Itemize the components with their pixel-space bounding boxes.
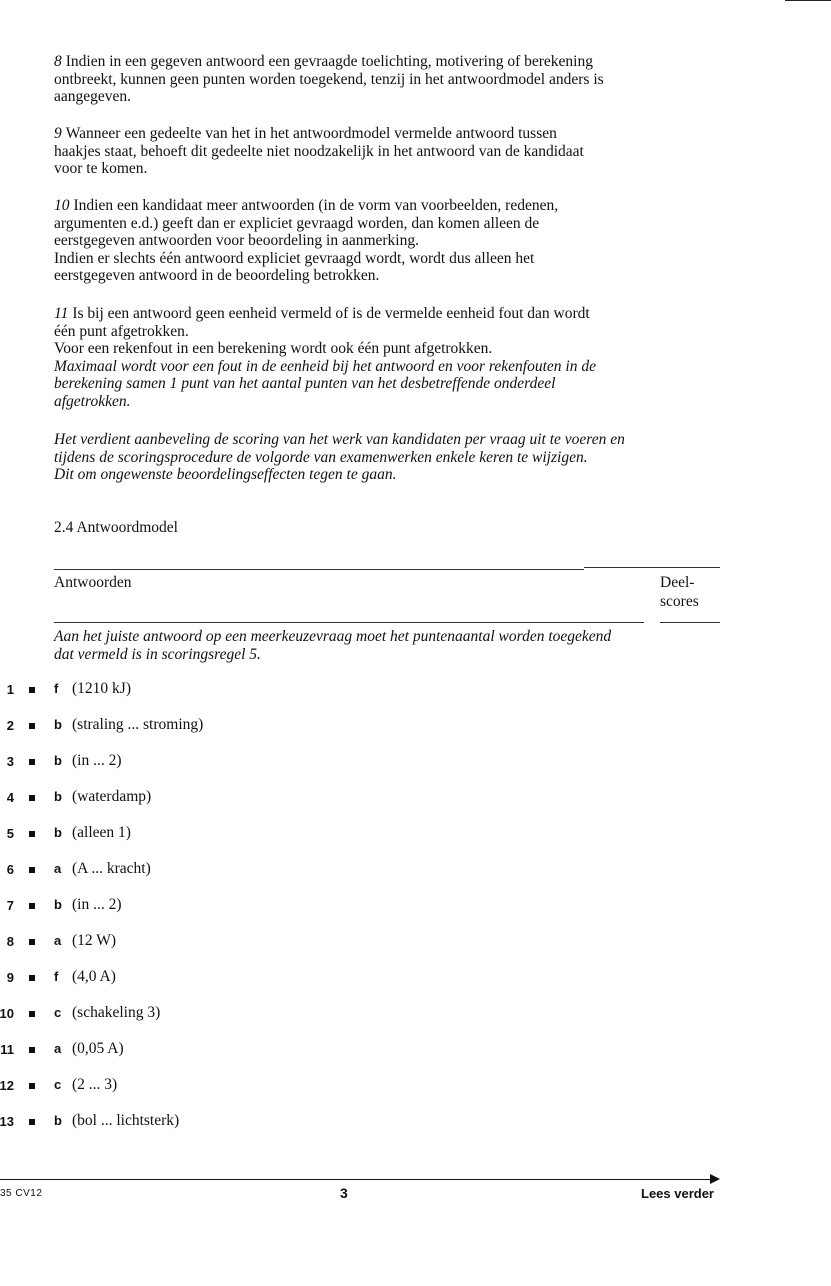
answer-row: [0, 680, 400, 700]
answer-text: (0,05 A): [72, 1040, 124, 1057]
bullet-square-icon: [29, 867, 35, 873]
table-rule-top: [54, 569, 584, 570]
question-number: 7: [6, 898, 14, 913]
question-number: 12: [0, 1078, 14, 1093]
rule-number: 10: [54, 197, 70, 214]
question-number: 1: [6, 682, 14, 697]
rule-line: voor te komen.: [54, 160, 148, 178]
rule-11: [54, 305, 654, 411]
rule-line: Indien in een gegeven antwoord een gevraagde toelichting, motivering of berekening: [65, 53, 593, 70]
bullet-square-icon: [29, 975, 35, 981]
note-line: Het verdient aanbeveling de scoring van het werk van kandidaten per vraag uit te voeren en: [54, 431, 625, 448]
bullet-square-icon: [29, 687, 35, 693]
intro-line: Aan het juiste antwoord op een meerkeuzevraag moet het puntenaantal worden toegekend: [54, 628, 612, 645]
rule-italic-line: afgetrokken.: [54, 392, 131, 410]
bullet-square-icon: [29, 1011, 35, 1017]
footer-rule: [0, 1179, 712, 1180]
answer-letter: a: [54, 933, 62, 948]
rule-line: ontbreekt, kunnen geen punten worden toegekend, tenzij in het antwoordmodel anders is: [54, 70, 604, 88]
bullet-square-icon: [29, 1083, 35, 1089]
bullet-square-icon: [29, 795, 35, 801]
corner-rule: [785, 0, 831, 1]
answer-text: (2 ... 3): [72, 1076, 118, 1093]
bullet-square-icon: [29, 1047, 35, 1053]
question-number: 8: [6, 934, 14, 949]
answer-row: [0, 968, 400, 988]
section-title: 2.4 Antwoordmodel: [54, 519, 178, 536]
answer-letter: b: [54, 789, 62, 804]
answer-letter: f: [54, 969, 59, 984]
rule-number: 9: [54, 125, 62, 142]
mc-intro: [54, 628, 674, 663]
rule-line: argumenten e.d.) geeft dan er expliciet gevraagd worden, dan komen alleen de: [54, 214, 540, 232]
answer-row: [0, 716, 400, 736]
rule-9: [54, 125, 654, 178]
answer-text: (A ... kracht): [72, 860, 151, 877]
rule-line: Indien er slechts één antwoord expliciet gevraagd wordt, wordt dus alleen het: [54, 249, 535, 267]
answer-row: [0, 1076, 400, 1096]
answer-letter: c: [54, 1005, 62, 1020]
answer-text: (4,0 A): [72, 968, 116, 985]
answer-row: [0, 752, 400, 772]
answer-letter: b: [54, 717, 62, 732]
question-number: 3: [6, 754, 14, 769]
bullet-square-icon: [29, 903, 35, 909]
bullet-square-icon: [29, 939, 35, 945]
question-number: 5: [6, 826, 14, 841]
question-number: 13: [0, 1114, 14, 1129]
answer-row: [0, 1112, 400, 1132]
answer-text: (1210 kJ): [72, 680, 131, 697]
rule-line: Indien een kandidaat meer antwoorden (in de vorm van voorbeelden, redenen,: [73, 197, 559, 214]
bullet-square-icon: [29, 831, 35, 837]
rule-line: eerstgegeven antwoord in de beoordeling betrokken.: [54, 267, 380, 285]
question-number: 6: [6, 862, 14, 877]
answer-text: (in ... 2): [72, 752, 122, 769]
rule-number: 11: [54, 305, 69, 322]
scores-column-header: [660, 573, 699, 611]
rule-10: [54, 197, 654, 285]
lees-verder-label: Lees verder: [641, 1186, 714, 1201]
table-rule-top-right: [584, 567, 720, 568]
exam-code: 35 CV12: [0, 1188, 43, 1199]
answer-text: (12 W): [72, 932, 117, 949]
note-line: tijdens de scoringsprocedure de volgorde van examenwerken enkele keren te wijzigen.: [54, 448, 588, 466]
table-rule-bottom: [54, 622, 644, 623]
answer-text: (schakeling 3): [72, 1004, 161, 1021]
note-line: Dit om ongewenste beoordelingseffecten tegen te gaan.: [54, 466, 397, 484]
question-number: 4: [6, 790, 14, 805]
answer-letter: a: [54, 1041, 62, 1056]
rule-line: Voor een rekenfout in een berekening wordt ook één punt afgetrokken.: [54, 340, 493, 358]
answer-row: [0, 788, 400, 808]
page-number: 3: [340, 1185, 348, 1201]
rule-line: één punt afgetrokken.: [54, 322, 189, 340]
answer-text: (straling ... stroming): [72, 716, 204, 733]
answer-letter: b: [54, 753, 62, 768]
question-number: 9: [6, 970, 14, 985]
answer-row: [0, 1004, 400, 1024]
answer-row: [0, 860, 400, 880]
question-number: 2: [6, 718, 14, 733]
question-number: 11: [0, 1042, 14, 1057]
answer-row: [0, 824, 400, 844]
answer-letter: b: [54, 825, 62, 840]
answer-letter: a: [54, 861, 62, 876]
rule-number: 8: [54, 53, 62, 70]
bullet-square-icon: [29, 1119, 35, 1125]
answer-row: [0, 932, 400, 952]
rule-8: [54, 53, 654, 106]
answer-row: [0, 896, 400, 916]
bullet-square-icon: [29, 759, 35, 765]
scoring-note: [54, 431, 654, 484]
rule-italic-line: berekening samen 1 punt van het aantal punten van het desbetreffende onderdeel: [54, 375, 556, 393]
question-number: 10: [0, 1006, 14, 1021]
rule-line: eerstgegeven antwoorden voor beoordeling in aanmerking.: [54, 232, 419, 250]
rule-line: Wanneer een gedeelte van het in het antwoordmodel vermelde antwoord tussen: [65, 125, 557, 142]
answer-text: (bol ... lichtsterk): [72, 1112, 180, 1129]
answer-row: [0, 1040, 400, 1060]
answer-letter: c: [54, 1077, 62, 1092]
rule-line: Is bij een antwoord geen eenheid vermeld of is de vermelde eenheid fout dan wordt: [72, 305, 590, 322]
answer-text: (alleen 1): [72, 824, 131, 841]
scores-header-line: scores: [660, 593, 699, 610]
rule-line: aangegeven.: [54, 88, 132, 106]
answers-column-header: Antwoorden: [54, 574, 132, 591]
answer-text: (waterdamp): [72, 788, 152, 805]
rule-italic-line: Maximaal wordt voor een fout in de eenheid bij het antwoord en voor rekenfouten in de: [54, 357, 596, 375]
table-rule-bottom-right: [660, 622, 720, 623]
bullet-square-icon: [29, 723, 35, 729]
answer-text: (in ... 2): [72, 896, 122, 913]
arrow-icon: [710, 1174, 720, 1184]
answer-letter: f: [54, 681, 59, 696]
answer-letter: b: [54, 897, 62, 912]
intro-line: dat vermeld is in scoringsregel 5.: [54, 645, 261, 663]
scores-header-line: Deel-: [660, 574, 695, 591]
rule-line: haakjes staat, behoeft dit gedeelte niet noodzakelijk in het antwoord van de kandidaat: [54, 142, 584, 160]
answer-letter: b: [54, 1113, 62, 1128]
